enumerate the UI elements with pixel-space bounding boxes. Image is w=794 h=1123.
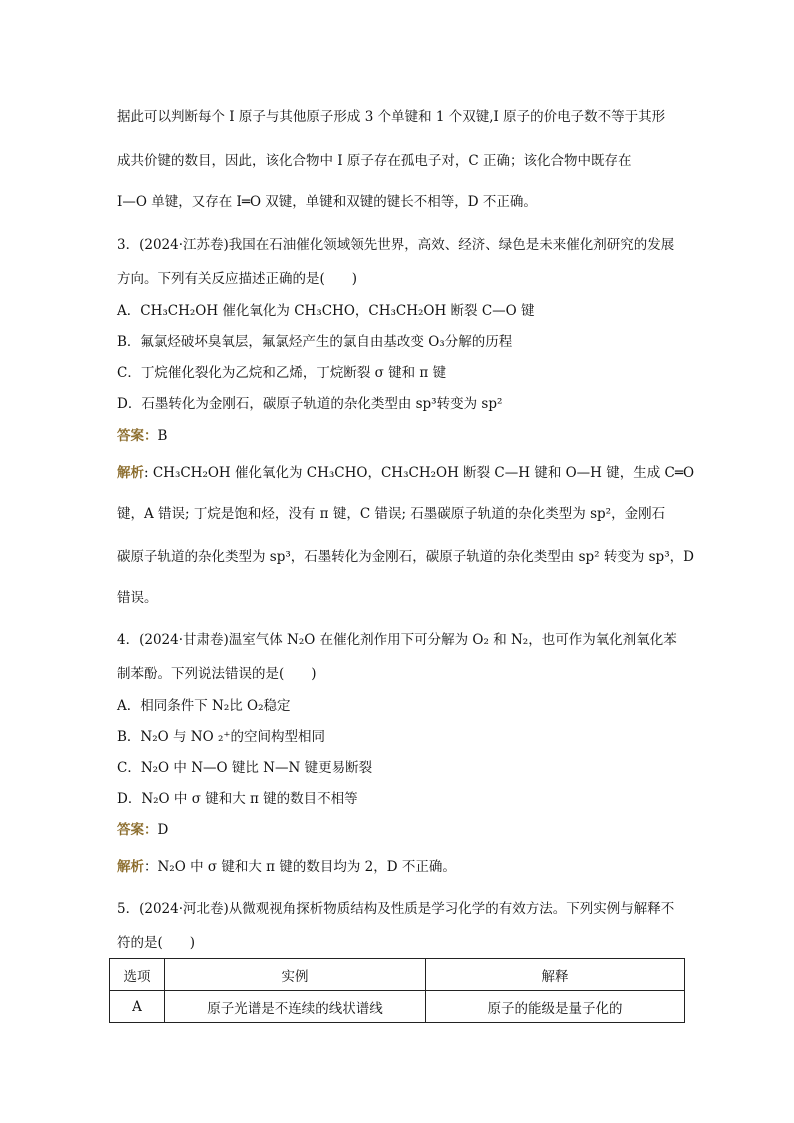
question-5-stem: 5．(2024·河北卷)从微观视角探析物质结构及性质是学习化学的有效方法。下列实例与解释不 bbox=[117, 901, 675, 917]
table-header-cell: 解释 bbox=[426, 959, 685, 991]
explanation-label: 解析 bbox=[117, 465, 144, 481]
explanation-text: : CH₃CH₂OH 催化氧化为 CH₃CHO，CH₃CH₂OH 断裂 C—H 键和 O—H 键，生成 C═O bbox=[144, 465, 695, 481]
question-4-stem: 4．(2024·甘肃卷)温室气体 N₂O 在催化剂作用下可分解为 O₂ 和 N₂，也可作为氧化剂氧化苯 bbox=[117, 632, 677, 648]
option-a: A．CH₃CH₂OH 催化氧化为 CH₃CHO，CH₃CH₂OH 断裂 C—O 键 bbox=[117, 303, 535, 319]
option-c: C．丁烷催化裂化为乙烷和乙烯，丁烷断裂 σ 键和 π 键 bbox=[117, 365, 447, 381]
explanation-line bbox=[117, 858, 694, 876]
answer-line bbox=[117, 427, 694, 445]
table-header-row bbox=[110, 959, 685, 991]
answer-table bbox=[109, 958, 685, 1023]
table-cell: A bbox=[110, 991, 165, 1023]
answer-label: 答案： bbox=[117, 428, 158, 444]
table-header-cell: 实例 bbox=[165, 959, 426, 991]
table-row bbox=[110, 991, 685, 1023]
table-cell: 原子的能级是量子化的 bbox=[426, 991, 685, 1023]
answer-value: B bbox=[157, 428, 168, 444]
answer-label: 答案： bbox=[117, 822, 158, 838]
option-b: B．氟氯烃破坏臭氧层，氟氯烃产生的氯自由基改变 O₃分解的历程 bbox=[117, 334, 513, 350]
explanation-label: 解析 bbox=[117, 859, 144, 875]
question-4-stem: 制苯酚。下列说法错误的是( ) bbox=[117, 666, 317, 682]
explanation-line bbox=[117, 464, 694, 482]
explanation-line: 错误。 bbox=[117, 590, 158, 606]
text-line: 据此可以判断每个 I 原子与其他原子形成 3 个单键和 1 个双键,I 原子的价电子数不等于其形 bbox=[117, 109, 666, 125]
option-a: A．相同条件下 N₂比 O₂稳定 bbox=[117, 698, 291, 714]
answer-line bbox=[117, 821, 694, 839]
answer-value: D bbox=[157, 822, 169, 838]
table-cell: 原子光谱是不连续的线状谱线 bbox=[165, 991, 426, 1023]
question-3-stem: 方向。下列有关反应描述正确的是( ) bbox=[117, 271, 358, 287]
table-header-cell: 选项 bbox=[110, 959, 165, 991]
explanation-line: 碳原子轨道的杂化类型为 sp³，石墨转化为金刚石，碳原子轨道的杂化类型由 sp² 转变为 sp³，D bbox=[117, 549, 694, 565]
question-3-stem: 3．(2024·江苏卷)我国在石油催化领域领先世界，高效、经济、绿色是未来催化剂研究的发展 bbox=[117, 237, 675, 253]
option-c: C．N₂O 中 N—O 键比 N—N 键更易断裂 bbox=[117, 760, 373, 776]
option-b: B．N₂O 与 NO ₂⁺的空间构型相同 bbox=[117, 729, 326, 745]
explanation-line: 键，A 错误; 丁烷是饱和烃，没有 π 键，C 错误; 石墨碳原子轨道的杂化类型为 sp²，金刚石 bbox=[117, 506, 666, 522]
text-line: I—O 单键，又存在 I═O 双键，单键和双键的键长不相等，D 不正确。 bbox=[117, 194, 537, 210]
explanation-text: ：N₂O 中 σ 键和大 π 键的数目均为 2，D 不正确。 bbox=[144, 859, 456, 875]
option-d: D．石墨转化为金刚石，碳原子轨道的杂化类型由 sp³转变为 sp² bbox=[117, 396, 503, 412]
text-line: 成共价键的数目，因此，该化合物中 I 原子存在孤电子对，C 正确；该化合物中既存在 bbox=[117, 153, 632, 169]
option-d: D．N₂O 中 σ 键和大 π 键的数目不相等 bbox=[117, 791, 358, 807]
question-5-stem: 符的是( ) bbox=[117, 935, 196, 951]
